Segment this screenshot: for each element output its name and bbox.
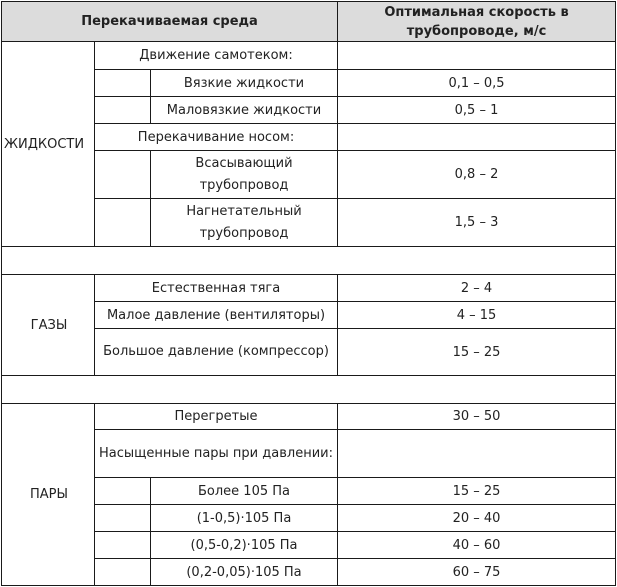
indent-cell — [95, 478, 151, 505]
indent-cell — [95, 199, 151, 247]
row-discharge-label: Нагнетательный трубопровод — [151, 199, 338, 247]
indent-cell — [95, 559, 151, 586]
table-row — [2, 199, 616, 247]
row-suction-value: 0,8 – 2 — [338, 151, 616, 199]
row-high-pressure-label: Большое давление (компрессор) — [95, 329, 338, 376]
category-gases: ГАЗЫ — [2, 275, 95, 376]
row-pressure-value: 60 – 75 — [338, 559, 616, 586]
subgroup-saturated: Насыщенные пары при давлении: — [95, 430, 338, 478]
indent-cell — [95, 151, 151, 199]
row-low-pressure-value: 4 – 15 — [338, 302, 616, 329]
value-cell-empty — [338, 42, 616, 70]
indent-cell — [95, 532, 151, 559]
table-row — [2, 404, 616, 430]
table-row — [2, 275, 616, 302]
header-medium: Перекачиваемая среда — [2, 2, 338, 42]
row-discharge-value: 1,5 – 3 — [338, 199, 616, 247]
table-row — [2, 478, 616, 505]
table-row — [2, 151, 616, 199]
category-vapors: ПАРЫ — [2, 404, 95, 586]
spacer-cell — [2, 247, 616, 275]
row-natural-draft-label: Естественная тяга — [95, 275, 338, 302]
indent-cell — [95, 70, 151, 97]
row-pressure-label: (0,5-0,2)·105 Па — [151, 532, 338, 559]
value-cell-empty — [338, 124, 616, 151]
row-viscous-value: 0,1 – 0,5 — [338, 70, 616, 97]
spacer-row — [2, 247, 616, 275]
row-pressure-value: 40 – 60 — [338, 532, 616, 559]
table-row — [2, 124, 616, 151]
table-row — [2, 302, 616, 329]
row-superheated-label: Перегретые — [95, 404, 338, 430]
indent-cell — [95, 97, 151, 124]
row-low-viscous-value: 0,5 – 1 — [338, 97, 616, 124]
row-pressure-label: (1-0,5)·105 Па — [151, 505, 338, 532]
row-pressure-value: 15 – 25 — [338, 478, 616, 505]
indent-cell — [95, 505, 151, 532]
row-low-viscous-label: Маловязкие жидкости — [151, 97, 338, 124]
row-high-pressure-value: 15 – 25 — [338, 329, 616, 376]
row-viscous-label: Вязкие жидкости — [151, 70, 338, 97]
row-low-pressure-label: Малое давление (вентиляторы) — [95, 302, 338, 329]
table-row — [2, 97, 616, 124]
spacer-cell — [2, 376, 616, 404]
table-row — [2, 532, 616, 559]
value-cell-empty — [338, 430, 616, 478]
header-speed: Оптимальная скорость в трубопроводе, м/с — [338, 2, 616, 42]
pipeline-velocity-table — [1, 1, 616, 586]
table-row — [2, 559, 616, 586]
subgroup-pumping: Перекачивание носом: — [95, 124, 338, 151]
row-superheated-value: 30 – 50 — [338, 404, 616, 430]
table-row — [2, 329, 616, 376]
table-row — [2, 430, 616, 478]
table-row — [2, 42, 616, 70]
header-row — [2, 2, 616, 42]
table-row — [2, 505, 616, 532]
spacer-row — [2, 376, 616, 404]
row-suction-label: Всасывающий трубопровод — [151, 151, 338, 199]
row-pressure-label: (0,2-0,05)·105 Па — [151, 559, 338, 586]
table-row — [2, 70, 616, 97]
row-pressure-label: Более 105 Па — [151, 478, 338, 505]
category-liquids: ЖИДКОСТИ — [2, 42, 95, 247]
row-pressure-value: 20 – 40 — [338, 505, 616, 532]
subgroup-gravity: Движение самотеком: — [95, 42, 338, 70]
row-natural-draft-value: 2 – 4 — [338, 275, 616, 302]
